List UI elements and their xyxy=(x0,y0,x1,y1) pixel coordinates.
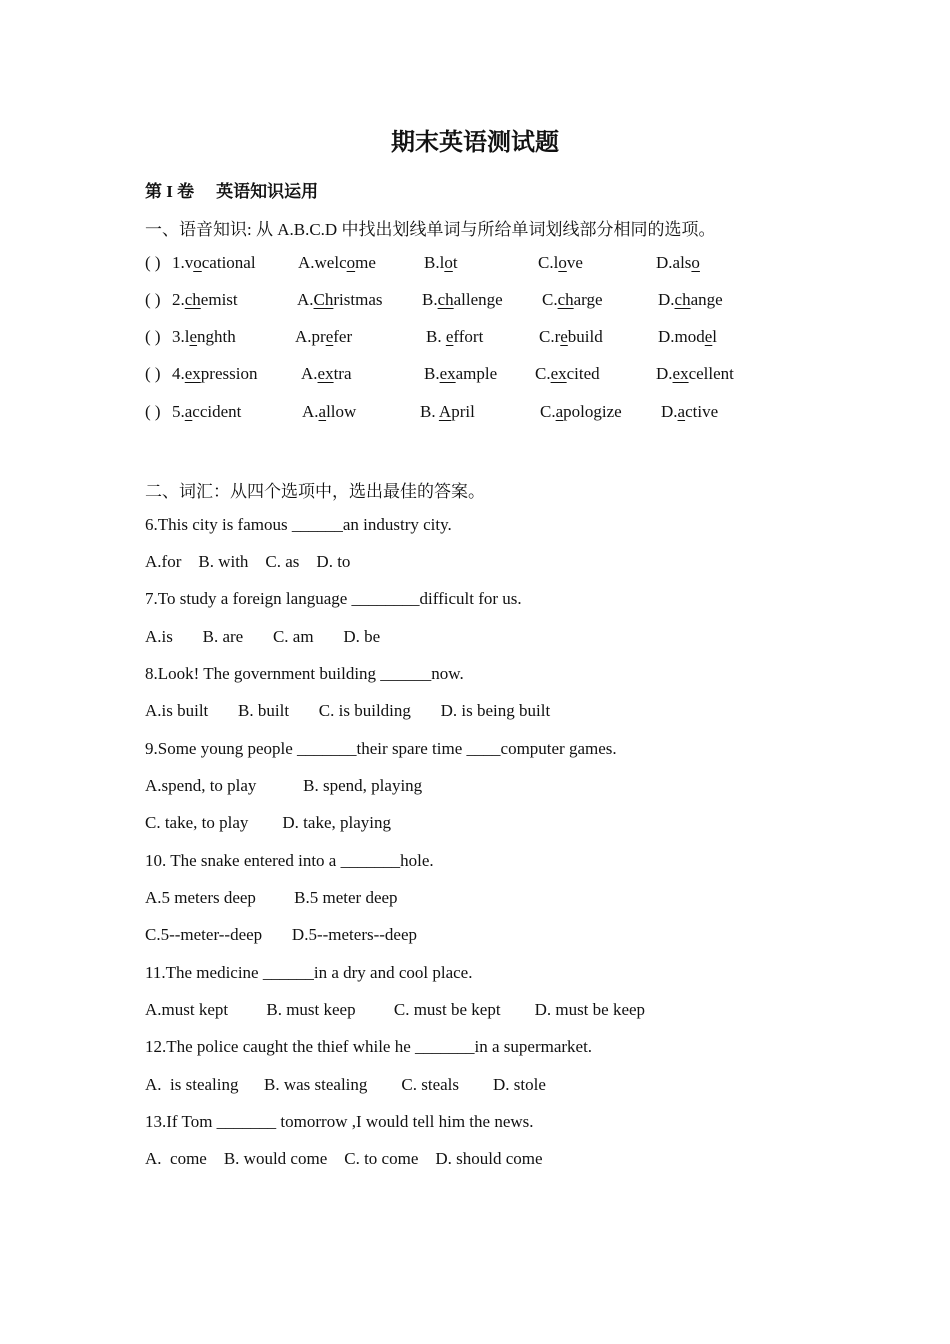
word-part: B. xyxy=(422,290,438,309)
word-part: ange xyxy=(690,290,723,309)
option-word xyxy=(538,253,583,273)
word-part: D.mod xyxy=(658,327,705,346)
word-part: cellent xyxy=(688,364,734,383)
word-part: t xyxy=(452,253,458,272)
word-part: arge xyxy=(573,290,603,309)
option-word xyxy=(542,290,603,310)
answer-options: A. come B. would come C. to come D. should come xyxy=(145,1149,543,1168)
underlined-letters: A xyxy=(438,402,452,421)
word-part: cited xyxy=(566,364,600,383)
option-word xyxy=(302,402,356,422)
question-word xyxy=(172,402,241,422)
underlined-letters: ch xyxy=(184,290,201,309)
section-label: 第 I 卷 xyxy=(145,182,195,201)
word-part: D. xyxy=(656,364,673,383)
underlined-letters: e xyxy=(445,327,454,346)
option-word xyxy=(539,327,603,347)
option-word xyxy=(297,290,382,310)
word-part: D. xyxy=(658,290,675,309)
word-part: A. xyxy=(297,290,314,309)
question-text: 11.The medicine ______in a dry and cool place. xyxy=(145,963,473,982)
word-part: ample xyxy=(455,364,498,383)
underlined-letters: ch xyxy=(557,290,574,309)
part1-heading: 一、语音知识: 从 A.B.C.D 中找出划线单词与所给单词划线部分相同的选项。 xyxy=(145,220,716,239)
answer-options: A.5 meters deep B.5 meter deep xyxy=(145,888,398,907)
option-word xyxy=(301,364,352,384)
question-word xyxy=(172,327,236,347)
word-part: D. xyxy=(661,402,678,421)
question-text: 6.This city is famous ______an industry city. xyxy=(145,515,452,534)
word-part: C.l xyxy=(538,253,559,272)
underlined-letters: e xyxy=(704,327,713,346)
word-part: 3.l xyxy=(172,327,190,346)
word-part: B. xyxy=(426,327,446,346)
underlined-letters: ex xyxy=(550,364,567,383)
option-word xyxy=(535,364,600,384)
option-word xyxy=(540,402,622,422)
underlined-letters: a xyxy=(318,402,327,421)
underlined-letters: a xyxy=(555,402,564,421)
word-part: ccident xyxy=(192,402,242,421)
word-part: tra xyxy=(333,364,352,383)
word-part: 5. xyxy=(172,402,185,421)
word-part: me xyxy=(355,253,376,272)
answer-options: C. take, to play D. take, playing xyxy=(145,813,391,832)
underlined-letters: ex xyxy=(439,364,456,383)
word-part: pril xyxy=(451,402,475,421)
question-word xyxy=(172,253,256,273)
answer-blank: ( ) xyxy=(145,402,161,421)
word-part: A.welc xyxy=(298,253,347,272)
option-word xyxy=(422,290,503,310)
word-part: pression xyxy=(200,364,258,383)
underlined-letters: a xyxy=(677,402,686,421)
question-text: 8.Look! The government building ______now. xyxy=(145,664,464,683)
word-part: 2. xyxy=(172,290,185,309)
word-part: C. xyxy=(535,364,551,383)
underlined-letters: ex xyxy=(317,364,334,383)
underlined-letters: e xyxy=(560,327,568,346)
word-part: cational xyxy=(201,253,256,272)
option-word xyxy=(658,290,723,310)
question-word xyxy=(172,364,257,384)
underlined-letters: o xyxy=(558,253,567,272)
question-text: 10. The snake entered into a _______hole. xyxy=(145,851,434,870)
option-word xyxy=(656,253,700,273)
option-word xyxy=(656,364,734,384)
option-word xyxy=(295,327,352,347)
word-part: B. xyxy=(424,364,440,383)
word-part: ristmas xyxy=(333,290,383,309)
underlined-letters: Ch xyxy=(313,290,334,309)
answer-options: A.is built B. built C. is building D. is being built xyxy=(145,701,551,720)
underlined-letters: ch xyxy=(674,290,691,309)
answer-blank: ( ) xyxy=(145,364,161,383)
word-part: fer xyxy=(333,327,353,346)
option-word xyxy=(420,402,475,422)
word-part: A. xyxy=(302,402,319,421)
answer-blank: ( ) xyxy=(145,253,161,272)
word-part: allenge xyxy=(453,290,503,309)
word-part: 4. xyxy=(172,364,185,383)
section-name: 英语知识运用 xyxy=(216,182,319,201)
answer-options: A.for B. with C. as D. to xyxy=(145,552,351,571)
option-word xyxy=(298,253,376,273)
word-part: l xyxy=(712,327,718,346)
word-part: C. xyxy=(542,290,558,309)
option-word xyxy=(661,402,718,422)
question-text: 9.Some young people _______their spare time ____computer games. xyxy=(145,739,617,758)
question-text: 7.To study a foreign language ________difficult for us. xyxy=(145,589,522,608)
underlined-letters: o xyxy=(444,253,453,272)
underlined-letters: a xyxy=(184,402,193,421)
question-text: 12.The police caught the thief while he _______in a supermarket. xyxy=(145,1037,593,1056)
word-part: 1.v xyxy=(172,253,194,272)
option-word xyxy=(424,364,497,384)
answer-options: A. is stealing B. was stealing C. steals D. stole xyxy=(145,1075,546,1094)
question-text: 13.If Tom _______ tomorrow ,I would tell him the news. xyxy=(145,1112,534,1131)
word-part: pologize xyxy=(563,402,622,421)
underlined-letters: e xyxy=(325,327,334,346)
option-word xyxy=(658,327,717,347)
answer-blank: ( ) xyxy=(145,290,161,309)
word-part: B.l xyxy=(424,253,445,272)
answer-blank: ( ) xyxy=(145,327,161,346)
underlined-letters: ch xyxy=(437,290,454,309)
word-part: A. xyxy=(301,364,318,383)
answer-options: A.must kept B. must keep C. must be kept D. must be keep xyxy=(145,1000,646,1019)
word-part: build xyxy=(567,327,603,346)
answer-options: C.5--meter--deep D.5--meters--deep xyxy=(145,925,418,944)
word-part: C. xyxy=(540,402,556,421)
word-part: ctive xyxy=(685,402,719,421)
word-part: llow xyxy=(326,402,357,421)
option-word xyxy=(424,253,458,273)
word-part: emist xyxy=(200,290,238,309)
word-part: ve xyxy=(566,253,583,272)
answer-options: A.spend, to play B. spend, playing xyxy=(145,776,423,795)
word-part: C.r xyxy=(539,327,561,346)
underlined-letters: o xyxy=(346,253,356,272)
underlined-letters: o xyxy=(691,253,700,272)
section-heading xyxy=(145,177,318,202)
underlined-letters: o xyxy=(193,253,202,272)
question-word xyxy=(172,290,238,310)
word-part: ffort xyxy=(453,327,484,346)
word-part: A.pr xyxy=(295,327,326,346)
word-part: B. xyxy=(420,402,439,421)
underlined-letters: ex xyxy=(184,364,201,383)
word-part: D.als xyxy=(656,253,692,272)
word-part: nghth xyxy=(197,327,236,346)
page-title: 期末英语测试题 xyxy=(391,130,559,156)
underlined-letters: ex xyxy=(672,364,689,383)
answer-options: A.is B. are C. am D. be xyxy=(145,627,381,646)
underlined-letters: e xyxy=(189,327,198,346)
option-word xyxy=(426,327,483,347)
part2-heading: 二、词汇：从四个选项中，选出最佳的答案。 xyxy=(145,482,485,501)
